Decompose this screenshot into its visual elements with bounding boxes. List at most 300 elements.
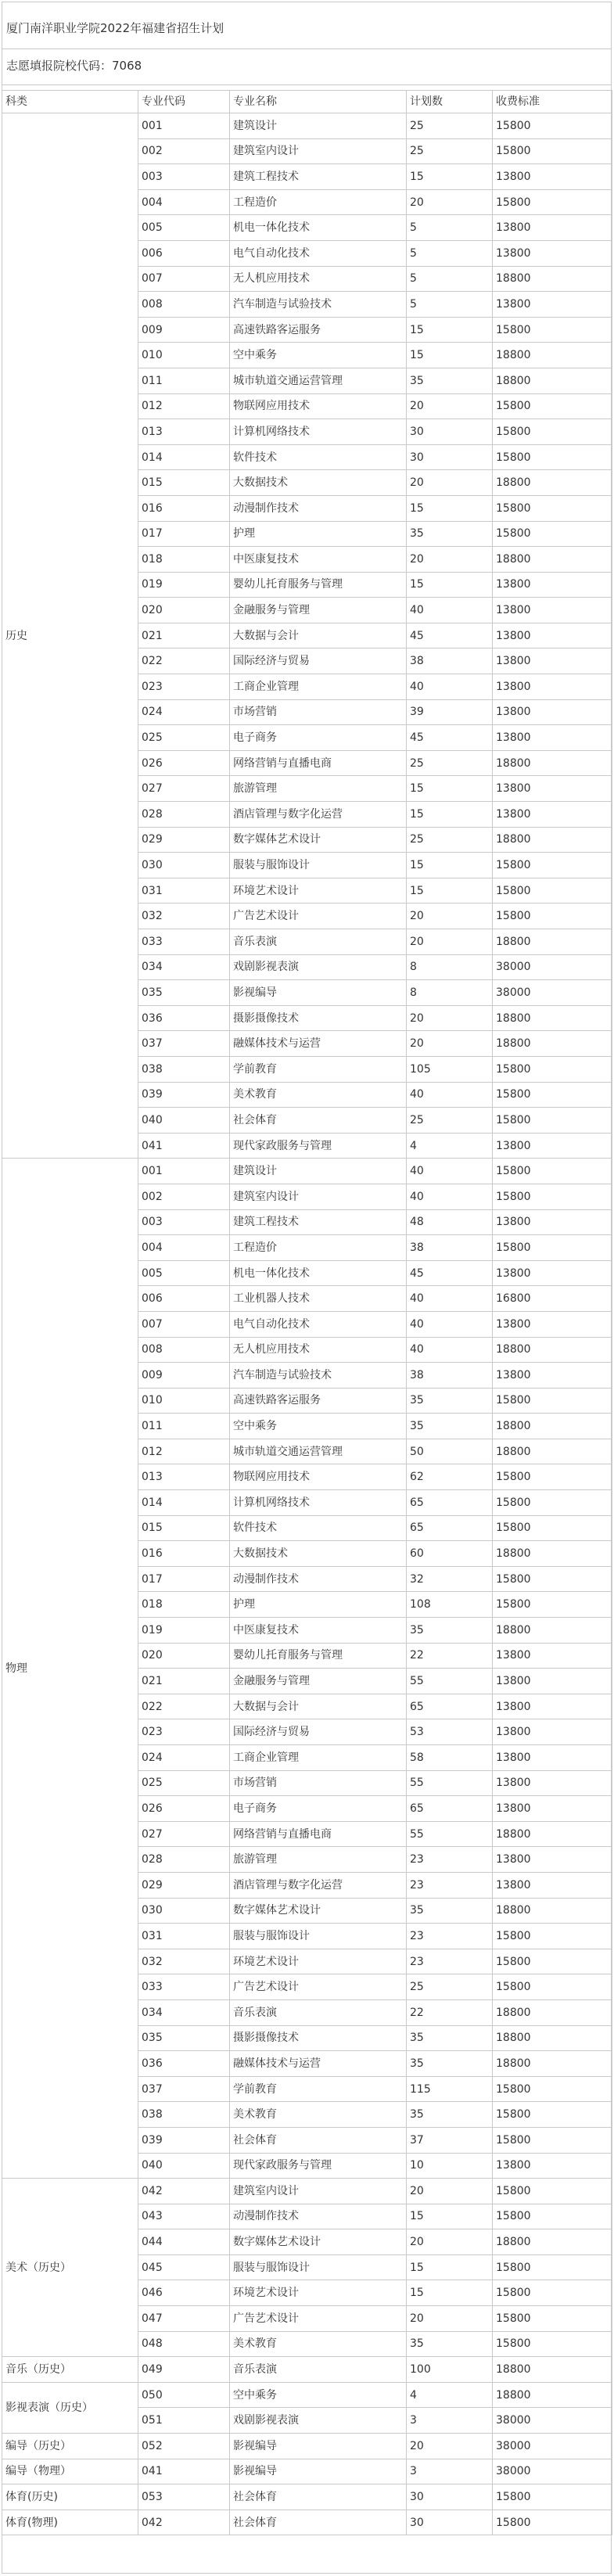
major-code-cell: 002 <box>138 138 230 164</box>
tuition-cell: 15800 <box>493 2127 612 2153</box>
plan-count-cell: 60 <box>407 1541 493 1567</box>
category-cell: 物理 <box>2 1159 138 2179</box>
major-name-cell: 融媒体技术与运营 <box>230 2051 407 2077</box>
enrollment-plan-table <box>2 90 612 2535</box>
major-name-cell: 国际经济与贸易 <box>230 1719 407 1745</box>
major-name-cell: 金融服务与管理 <box>230 1669 407 1694</box>
tuition-cell: 13800 <box>493 623 612 648</box>
major-name-cell: 广告艺术设计 <box>230 2306 407 2332</box>
category-cell: 音乐（历史） <box>2 2357 138 2383</box>
plan-count-cell: 55 <box>407 1821 493 1847</box>
major-code-cell: 038 <box>138 2102 230 2128</box>
major-name-cell: 空中乘务 <box>230 1414 407 1439</box>
tuition-cell: 18800 <box>493 929 612 955</box>
tuition-cell: 15800 <box>493 1235 612 1261</box>
major-code-cell: 042 <box>138 2510 230 2535</box>
major-name-cell: 美术教育 <box>230 2331 407 2357</box>
major-name-cell: 机电一体化技术 <box>230 215 407 241</box>
major-name-cell: 中医康复技术 <box>230 1618 407 1644</box>
plan-count-cell: 45 <box>407 1260 493 1286</box>
tuition-cell: 15800 <box>493 138 612 164</box>
major-code-cell: 046 <box>138 2280 230 2306</box>
major-code-cell: 042 <box>138 2179 230 2204</box>
major-name-cell: 护理 <box>230 1592 407 1618</box>
plan-count-cell: 20 <box>407 470 493 496</box>
major-name-cell: 建筑工程技术 <box>230 164 407 190</box>
table-row <box>2 2382 612 2408</box>
plan-count-cell: 35 <box>407 521 493 547</box>
plan-count-cell: 20 <box>407 2229 493 2255</box>
tuition-cell: 18800 <box>493 1414 612 1439</box>
major-name-cell: 社会体育 <box>230 2510 407 2535</box>
major-code-cell: 004 <box>138 189 230 215</box>
major-name-cell: 婴幼儿托育服务与管理 <box>230 1643 407 1669</box>
major-code-cell: 008 <box>138 292 230 318</box>
plan-count-cell: 38 <box>407 1235 493 1261</box>
major-name-cell: 建筑工程技术 <box>230 1209 407 1235</box>
plan-count-cell: 15 <box>407 776 493 802</box>
plan-count-cell: 20 <box>407 547 493 573</box>
plan-count-cell: 48 <box>407 1209 493 1235</box>
major-name-cell: 影视编导 <box>230 2459 407 2484</box>
major-code-cell: 003 <box>138 1209 230 1235</box>
major-code-cell: 007 <box>138 1311 230 1337</box>
major-name-cell: 市场营销 <box>230 699 407 725</box>
table-row <box>2 2484 612 2510</box>
plan-count-cell: 5 <box>407 240 493 266</box>
major-name-cell: 无人机应用技术 <box>230 1337 407 1363</box>
major-code-cell: 013 <box>138 419 230 445</box>
major-code-cell: 015 <box>138 470 230 496</box>
major-code-cell: 029 <box>138 1872 230 1898</box>
tuition-cell: 15800 <box>493 317 612 343</box>
major-code-cell: 018 <box>138 547 230 573</box>
header-plan-count: 计划数 <box>407 91 493 113</box>
plan-count-cell: 15 <box>407 572 493 598</box>
major-name-cell: 社会体育 <box>230 1108 407 1134</box>
tuition-cell: 13800 <box>493 598 612 623</box>
plan-count-cell: 20 <box>407 2434 493 2459</box>
plan-count-cell: 25 <box>407 138 493 164</box>
tuition-cell: 38000 <box>493 2408 612 2434</box>
plan-count-cell: 35 <box>407 2025 493 2051</box>
tuition-cell: 13800 <box>493 674 612 700</box>
tuition-cell: 15800 <box>493 2484 612 2510</box>
tuition-cell: 18800 <box>493 827 612 853</box>
tuition-cell: 18800 <box>493 750 612 776</box>
major-name-cell: 空中乘务 <box>230 2382 407 2408</box>
major-name-cell: 酒店管理与数字化运营 <box>230 802 407 828</box>
major-code-cell: 037 <box>138 2076 230 2102</box>
plan-count-cell: 15 <box>407 343 493 368</box>
major-code-cell: 027 <box>138 1821 230 1847</box>
plan-count-cell: 65 <box>407 1796 493 1822</box>
major-code-cell: 033 <box>138 1974 230 2000</box>
major-name-cell: 电子商务 <box>230 1796 407 1822</box>
tuition-cell: 13800 <box>493 1311 612 1337</box>
major-code-cell: 032 <box>138 1949 230 1974</box>
major-code-cell: 026 <box>138 1796 230 1822</box>
tuition-cell: 13800 <box>493 802 612 828</box>
major-code-cell: 043 <box>138 2204 230 2229</box>
major-name-cell: 中医康复技术 <box>230 547 407 573</box>
plan-count-cell: 35 <box>407 1618 493 1644</box>
major-code-cell: 012 <box>138 1439 230 1464</box>
major-name-cell: 大数据与会计 <box>230 623 407 648</box>
major-code-cell: 051 <box>138 2408 230 2434</box>
major-code-cell: 007 <box>138 266 230 292</box>
plan-count-cell: 23 <box>407 1872 493 1898</box>
tuition-cell: 13800 <box>493 572 612 598</box>
tuition-cell: 15800 <box>493 853 612 878</box>
major-code-cell: 020 <box>138 1643 230 1669</box>
major-name-cell: 摄影摄像技术 <box>230 1005 407 1031</box>
major-name-cell: 大数据技术 <box>230 470 407 496</box>
major-code-cell: 014 <box>138 1490 230 1516</box>
major-code-cell: 015 <box>138 1515 230 1541</box>
major-code-cell: 022 <box>138 648 230 674</box>
major-code-cell: 021 <box>138 1669 230 1694</box>
tuition-cell: 13800 <box>493 1796 612 1822</box>
tuition-cell: 15800 <box>493 419 612 445</box>
major-code-cell: 038 <box>138 1056 230 1082</box>
major-code-cell: 023 <box>138 674 230 700</box>
institution-code: 志愿填报院校代码：7068 <box>6 59 142 73</box>
tuition-cell: 13800 <box>493 1209 612 1235</box>
major-code-cell: 028 <box>138 1847 230 1873</box>
table-row <box>2 2434 612 2459</box>
major-name-cell: 美术教育 <box>230 1082 407 1108</box>
header-category: 科类 <box>2 91 138 113</box>
table-body <box>2 113 612 2535</box>
major-code-cell: 029 <box>138 827 230 853</box>
major-code-cell: 010 <box>138 343 230 368</box>
table-row <box>2 2357 612 2383</box>
major-name-cell: 摄影摄像技术 <box>230 2025 407 2051</box>
tuition-cell: 16800 <box>493 1286 612 1312</box>
major-name-cell: 戏剧影视表演 <box>230 2408 407 2434</box>
plan-count-cell: 20 <box>407 904 493 929</box>
plan-count-cell: 23 <box>407 1924 493 1949</box>
plan-count-cell: 65 <box>407 1694 493 1719</box>
tuition-cell: 15800 <box>493 2280 612 2306</box>
tuition-cell: 13800 <box>493 1260 612 1286</box>
major-code-cell: 001 <box>138 113 230 139</box>
major-name-cell: 建筑室内设计 <box>230 1184 407 1209</box>
plan-count-cell: 55 <box>407 1770 493 1796</box>
plan-count-cell: 35 <box>407 1388 493 1414</box>
tuition-cell: 15800 <box>493 1082 612 1108</box>
plan-count-cell: 15 <box>407 2254 493 2280</box>
tuition-cell: 15800 <box>493 2331 612 2357</box>
major-code-cell: 005 <box>138 1260 230 1286</box>
tuition-cell: 15800 <box>493 1515 612 1541</box>
major-name-cell: 大数据技术 <box>230 1541 407 1567</box>
major-code-cell: 028 <box>138 802 230 828</box>
major-name-cell: 计算机网络技术 <box>230 1490 407 1516</box>
tuition-cell: 13800 <box>493 648 612 674</box>
plan-count-cell: 40 <box>407 674 493 700</box>
major-code-cell: 041 <box>138 1133 230 1159</box>
plan-count-cell: 22 <box>407 1999 493 2025</box>
major-code-cell: 026 <box>138 750 230 776</box>
plan-count-cell: 50 <box>407 1439 493 1464</box>
major-code-cell: 034 <box>138 954 230 980</box>
tuition-cell: 13800 <box>493 1133 612 1159</box>
divider <box>2 84 612 85</box>
major-name-cell: 环境艺术设计 <box>230 1949 407 1974</box>
plan-count-cell: 55 <box>407 1669 493 1694</box>
plan-count-cell: 8 <box>407 980 493 1006</box>
table-row <box>2 2459 612 2484</box>
plan-count-cell: 35 <box>407 1414 493 1439</box>
plan-count-cell: 25 <box>407 827 493 853</box>
major-name-cell: 金融服务与管理 <box>230 598 407 623</box>
tuition-cell: 18800 <box>493 2382 612 2408</box>
major-code-cell: 024 <box>138 1745 230 1771</box>
major-name-cell: 高速铁路客运服务 <box>230 1388 407 1414</box>
plan-count-cell: 25 <box>407 750 493 776</box>
major-name-cell: 音乐表演 <box>230 2357 407 2383</box>
major-name-cell: 城市轨道交通运营管理 <box>230 368 407 393</box>
major-code-cell: 041 <box>138 2459 230 2484</box>
major-name-cell: 建筑设计 <box>230 1159 407 1184</box>
plan-count-cell: 30 <box>407 419 493 445</box>
plan-count-cell: 20 <box>407 1031 493 1057</box>
plan-count-cell: 3 <box>407 2408 493 2434</box>
major-code-cell: 030 <box>138 1898 230 1924</box>
major-code-cell: 020 <box>138 598 230 623</box>
major-code-cell: 045 <box>138 2254 230 2280</box>
tuition-cell: 15800 <box>493 1949 612 1974</box>
major-code-cell: 039 <box>138 2127 230 2153</box>
plan-count-cell: 5 <box>407 266 493 292</box>
plan-count-cell: 38 <box>407 1363 493 1389</box>
major-code-cell: 040 <box>138 2153 230 2179</box>
major-code-cell: 044 <box>138 2229 230 2255</box>
tuition-cell: 18800 <box>493 1541 612 1567</box>
major-code-cell: 009 <box>138 1363 230 1389</box>
category-cell: 历史 <box>2 113 138 1159</box>
major-code-cell: 047 <box>138 2306 230 2332</box>
major-name-cell: 大数据与会计 <box>230 1694 407 1719</box>
tuition-cell: 15800 <box>493 2102 612 2128</box>
plan-count-cell: 15 <box>407 2280 493 2306</box>
major-name-cell: 电气自动化技术 <box>230 1311 407 1337</box>
major-name-cell: 电气自动化技术 <box>230 240 407 266</box>
plan-count-cell: 45 <box>407 623 493 648</box>
major-name-cell: 建筑室内设计 <box>230 2179 407 2204</box>
major-code-cell: 036 <box>138 1005 230 1031</box>
major-code-cell: 035 <box>138 2025 230 2051</box>
major-code-cell: 014 <box>138 444 230 470</box>
major-name-cell: 美术教育 <box>230 2102 407 2128</box>
plan-count-cell: 30 <box>407 2510 493 2535</box>
plan-count-cell: 40 <box>407 1184 493 1209</box>
major-code-cell: 008 <box>138 1337 230 1363</box>
major-code-cell: 027 <box>138 776 230 802</box>
plan-count-cell: 15 <box>407 2204 493 2229</box>
tuition-cell: 13800 <box>493 1363 612 1389</box>
major-name-cell: 社会体育 <box>230 2484 407 2510</box>
tuition-cell: 13800 <box>493 164 612 190</box>
tuition-cell: 15800 <box>493 1056 612 1082</box>
tuition-cell: 13800 <box>493 1719 612 1745</box>
tuition-cell: 13800 <box>493 1643 612 1669</box>
major-code-cell: 017 <box>138 1566 230 1592</box>
category-cell: 体育(物理) <box>2 2510 138 2535</box>
tuition-cell: 38000 <box>493 2459 612 2484</box>
plan-count-cell: 25 <box>407 1108 493 1134</box>
plan-count-cell: 35 <box>407 2102 493 2128</box>
tuition-cell: 18800 <box>493 1439 612 1464</box>
plan-count-cell: 105 <box>407 1056 493 1082</box>
major-name-cell: 服装与服饰设计 <box>230 853 407 878</box>
major-code-cell: 031 <box>138 878 230 904</box>
tuition-cell: 13800 <box>493 1872 612 1898</box>
major-name-cell: 现代家政服务与管理 <box>230 1133 407 1159</box>
tuition-cell: 18800 <box>493 1031 612 1057</box>
major-code-cell: 037 <box>138 1031 230 1057</box>
major-code-cell: 021 <box>138 623 230 648</box>
major-code-cell: 019 <box>138 1618 230 1644</box>
major-code-cell: 018 <box>138 1592 230 1618</box>
major-code-cell: 003 <box>138 164 230 190</box>
plan-count-cell: 15 <box>407 164 493 190</box>
major-name-cell: 物联网应用技术 <box>230 393 407 419</box>
plan-count-cell: 45 <box>407 725 493 751</box>
major-code-cell: 040 <box>138 1108 230 1134</box>
major-name-cell: 工程造价 <box>230 1235 407 1261</box>
tuition-cell: 15800 <box>493 1108 612 1134</box>
plan-count-cell: 23 <box>407 1949 493 1974</box>
tuition-cell: 15800 <box>493 444 612 470</box>
major-name-cell: 计算机网络技术 <box>230 419 407 445</box>
plan-count-cell: 35 <box>407 2051 493 2077</box>
tuition-cell: 18800 <box>493 1618 612 1644</box>
tuition-cell: 15800 <box>493 2254 612 2280</box>
plan-count-cell: 15 <box>407 317 493 343</box>
major-code-cell: 049 <box>138 2357 230 2383</box>
major-name-cell: 学前教育 <box>230 1056 407 1082</box>
tuition-cell: 15800 <box>493 1490 612 1516</box>
major-code-cell: 031 <box>138 1924 230 1949</box>
tuition-cell: 15800 <box>493 1388 612 1414</box>
major-code-cell: 023 <box>138 1719 230 1745</box>
plan-count-cell: 115 <box>407 2076 493 2102</box>
major-name-cell: 工商企业管理 <box>230 1745 407 1771</box>
plan-count-cell: 15 <box>407 495 493 521</box>
tuition-cell: 38000 <box>493 980 612 1006</box>
major-code-cell: 017 <box>138 521 230 547</box>
tuition-cell: 18800 <box>493 368 612 393</box>
major-name-cell: 音乐表演 <box>230 1999 407 2025</box>
major-code-cell: 052 <box>138 2434 230 2459</box>
tuition-cell: 18800 <box>493 343 612 368</box>
tuition-cell: 15800 <box>493 2306 612 2332</box>
tuition-cell: 18800 <box>493 2051 612 2077</box>
header-tuition: 收费标准 <box>493 91 612 113</box>
tuition-cell: 18800 <box>493 266 612 292</box>
major-name-cell: 汽车制造与试验技术 <box>230 1363 407 1389</box>
plan-count-cell: 38 <box>407 648 493 674</box>
tuition-cell: 15800 <box>493 521 612 547</box>
major-name-cell: 服装与服饰设计 <box>230 2254 407 2280</box>
major-code-cell: 011 <box>138 1414 230 1439</box>
major-name-cell: 软件技术 <box>230 1515 407 1541</box>
plan-count-cell: 30 <box>407 2484 493 2510</box>
major-code-cell: 050 <box>138 2382 230 2408</box>
major-name-cell: 汽车制造与试验技术 <box>230 292 407 318</box>
category-cell: 美术（历史） <box>2 2179 138 2357</box>
plan-count-cell: 10 <box>407 2153 493 2179</box>
major-code-cell: 025 <box>138 1770 230 1796</box>
major-name-cell: 国际经济与贸易 <box>230 648 407 674</box>
major-name-cell: 电子商务 <box>230 725 407 751</box>
major-name-cell: 工程造价 <box>230 189 407 215</box>
major-name-cell: 影视编导 <box>230 2434 407 2459</box>
plan-count-cell: 22 <box>407 1643 493 1669</box>
plan-count-cell: 32 <box>407 1566 493 1592</box>
plan-count-cell: 108 <box>407 1592 493 1618</box>
plan-count-cell: 20 <box>407 393 493 419</box>
plan-count-cell: 20 <box>407 1005 493 1031</box>
tuition-cell: 18800 <box>493 1337 612 1363</box>
page-title: 厦门南洋职业学院2022年福建省招生计划 <box>6 21 224 35</box>
plan-count-cell: 37 <box>407 2127 493 2153</box>
major-name-cell: 无人机应用技术 <box>230 266 407 292</box>
tuition-cell: 15800 <box>493 1974 612 2000</box>
major-name-cell: 服装与服饰设计 <box>230 1924 407 1949</box>
major-name-cell: 戏剧影视表演 <box>230 954 407 980</box>
major-code-cell: 030 <box>138 853 230 878</box>
tuition-cell: 38000 <box>493 954 612 980</box>
tuition-cell: 15800 <box>493 2179 612 2204</box>
plan-count-cell: 4 <box>407 1133 493 1159</box>
major-name-cell: 旅游管理 <box>230 776 407 802</box>
major-name-cell: 影视编导 <box>230 980 407 1006</box>
tuition-cell: 18800 <box>493 1999 612 2025</box>
plan-count-cell: 40 <box>407 1311 493 1337</box>
major-code-cell: 033 <box>138 929 230 955</box>
major-code-cell: 005 <box>138 215 230 241</box>
major-name-cell: 社会体育 <box>230 2127 407 2153</box>
plan-count-cell: 65 <box>407 1490 493 1516</box>
major-name-cell: 网络营销与直播电商 <box>230 750 407 776</box>
tuition-cell: 13800 <box>493 1745 612 1771</box>
major-code-cell: 001 <box>138 1159 230 1184</box>
plan-count-cell: 40 <box>407 1286 493 1312</box>
major-name-cell: 网络营销与直播电商 <box>230 1821 407 1847</box>
tuition-cell: 18800 <box>493 1005 612 1031</box>
plan-count-cell: 20 <box>407 929 493 955</box>
plan-count-cell: 20 <box>407 189 493 215</box>
major-name-cell: 婴幼儿托育服务与管理 <box>230 572 407 598</box>
plan-count-cell: 100 <box>407 2357 493 2383</box>
major-name-cell: 空中乘务 <box>230 343 407 368</box>
tuition-cell: 13800 <box>493 1770 612 1796</box>
major-name-cell: 数字媒体艺术设计 <box>230 1898 407 1924</box>
major-name-cell: 城市轨道交通运营管理 <box>230 1439 407 1464</box>
tuition-cell: 15800 <box>493 904 612 929</box>
category-cell: 影视表演（历史） <box>2 2382 138 2433</box>
major-name-cell: 数字媒体艺术设计 <box>230 827 407 853</box>
major-code-cell: 010 <box>138 1388 230 1414</box>
major-code-cell: 053 <box>138 2484 230 2510</box>
major-name-cell: 融媒体技术与运营 <box>230 1031 407 1057</box>
major-code-cell: 039 <box>138 1082 230 1108</box>
major-name-cell: 物联网应用技术 <box>230 1464 407 1490</box>
